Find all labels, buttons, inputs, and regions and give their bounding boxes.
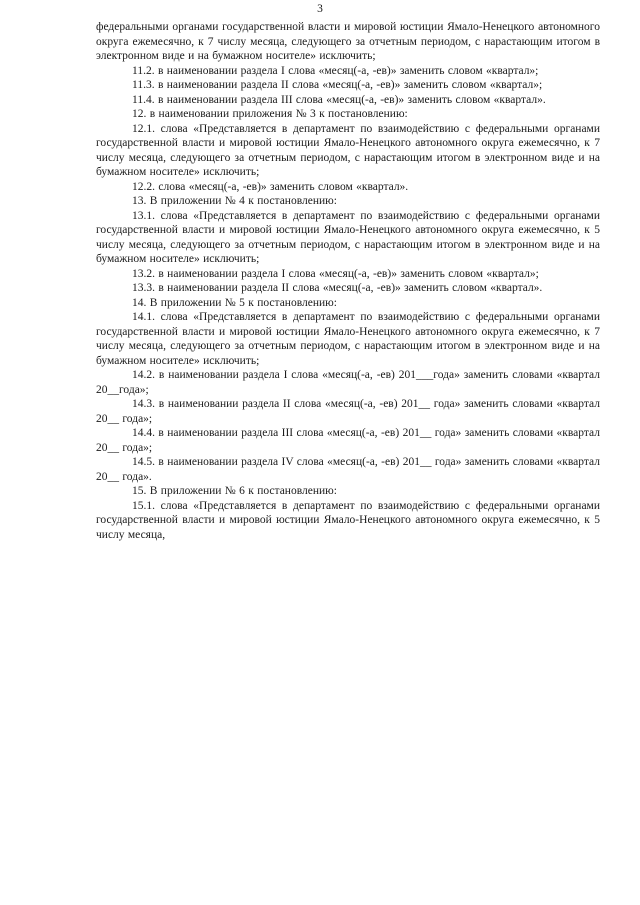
paragraph-11-4: 11.4. в наименовании раздела III слова «месяц(-а, -ев)» заменить словом «квартал».: [132, 93, 546, 106]
paragraph-15: 15. В приложении № 6 к постановлению:: [132, 485, 337, 497]
paragraph-14-1: 14.1. слова «Представляется в департамент по взаимодействию с федеральными органами государственной власти и мировой юстиции Ямало-Ненецкого автономного округа ежемесячно, к 7 числу месяца, следующего за отчетным периодом, с нарастающим итогом в электронном виде и на бумажном носителе» исключить;: [96, 311, 600, 367]
document-body: [96, 20, 600, 542]
paragraph-11-2: 11.2. в наименовании раздела I слова «месяц(-а, -ев)» заменить словом «квартал»;: [132, 64, 539, 77]
paragraph-13: 13. В приложении № 4 к постановлению:: [132, 195, 337, 207]
paragraph-13-2: 13.2. в наименовании раздела I слова «месяц(-а, -ев)» заменить словом «квартал»;: [132, 267, 539, 280]
paragraph-13-3: 13.3. в наименовании раздела II слова «месяц(-а, -ев)» заменить словом «квартал».: [132, 282, 543, 294]
paragraph-11-3: 11.3. в наименовании раздела II слова «месяц(-а, -ев)» заменить словом «квартал»;: [132, 79, 543, 91]
paragraph-14-5: 14.5. в наименовании раздела IV слова «месяц(-а, -ев) 201__ года» заменить словами «квартал 20__ года».: [96, 456, 600, 483]
paragraph-14: 14. В приложении № 5 к постановлению:: [132, 296, 337, 309]
paragraph-12-1: 12.1. слова «Представляется в департамент по взаимодействию с федеральными органами государственной власти и мировой юстиции Ямало-Ненецкого автономного округа ежемесячно, к 7 числу месяца, следующего за отчетным периодом, с нарастающим итогом в электронном виде и на бумажном носителе» исключить;: [96, 122, 600, 178]
paragraph-13-1: 13.1. слова «Представляется в департамент по взаимодействию с федеральными органами государственной власти и мировой юстиции Ямало-Ненецкого автономного округа ежемесячно, к 5 числу месяца, следующего за отчетным периодом, с нарастающим итогом в электронном виде и на бумажном носителе» исключить;: [96, 209, 600, 265]
paragraph-14-4: 14.4. в наименовании раздела III слова «месяц(-а, -ев) 201__ года» заменить словами «квартал 20__ года»;: [96, 427, 600, 454]
paragraph-14-2: 14.2. в наименовании раздела I слова «месяц(-а, -ев) 201___года» заменить словами «квартал 20__года»;: [96, 369, 600, 396]
paragraph-12: 12. в наименовании приложения № 3 к постановлению:: [132, 108, 408, 120]
paragraph-14-3: 14.3. в наименовании раздела II слова «месяц(-а, -ев) 201__ года» заменить словами «квартал 20__ года»;: [96, 398, 600, 425]
paragraph-15-1: 15.1. слова «Представляется в департамент по взаимодействию с федеральными органами государственной власти и мировой юстиции Ямало-Ненецкого автономного округа ежемесячно, к 5 числу месяца,: [96, 499, 600, 541]
page-number: 3: [317, 3, 323, 15]
paragraph-12-2: 12.2. слова «месяц(-а, -ев)» заменить словом «квартал».: [132, 180, 409, 193]
paragraph-continuation: федеральными органами государственной власти и мировой юстиции Ямало-Ненецкого автономного округа ежемесячно, к 7 числу месяца, следующего за отчетным периодом, с нарастающим итогом в электронном виде и на бумажном носителе» исключить;: [96, 21, 600, 62]
